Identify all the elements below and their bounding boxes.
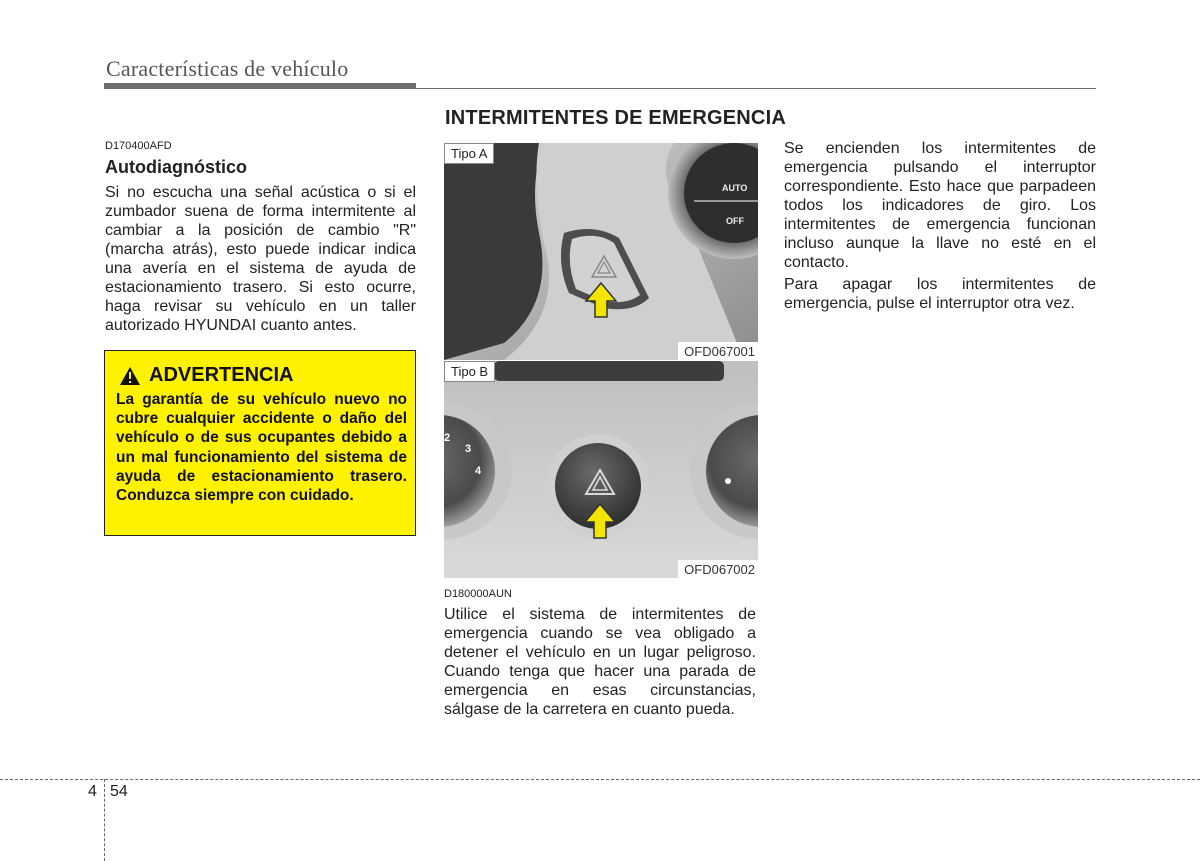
hazard-panel-b-illustration: [444, 361, 758, 578]
figure-tipo-b: [444, 361, 758, 578]
figure-a-reference: OFD067001: [678, 342, 758, 360]
paragraph-intermitentes-uso: Utilice el sistema de intermitentes de emergencia cuando se vea obligado a detener el vehículo en un lugar peligroso. Cuando tenga que hacer una parada de emergencia en esas circunstancias, sálgase de la carretera en cuanto pueda.: [444, 606, 756, 718]
chapter-header-title: Características de vehículo: [106, 56, 349, 81]
warning-text: La garantía de su vehículo nuevo no cubre cualquier accidente o daño del vehículo o de sus ocupantes debido a un mal funcionamiento del sistema de ayuda de estacionamiento trasero. Conduzca siempre con cuidado.: [116, 391, 407, 505]
footer-chapter-number: 4: [88, 783, 97, 800]
dial-number-3: 3: [465, 443, 472, 455]
hazard-panel-a-illustration: [444, 143, 758, 360]
paragraph-autodiagnostico: Si no escucha una señal acústica o si el zumbador suena de forma intermitente al cambiar a la posición de cambio "R" (marcha atrás), esto puede indicar indica una avería en el sistema de ayuda de estacionamiento trasero. Si esto ocurre, haga revisar su vehículo en un taller autorizado HYUNDAI cuanto antes.: [105, 184, 416, 334]
warning-triangle-icon: [119, 366, 141, 386]
figure-tipo-b-label: Tipo B: [444, 361, 495, 382]
footer-page-number: 54: [110, 783, 128, 800]
knob-off-label: OFF: [726, 216, 744, 226]
section-title: INTERMITENTES DE EMERGENCIA: [445, 107, 786, 129]
figure-b-reference: OFD067002: [678, 560, 758, 578]
section-code-middle: D180000AUN: [444, 588, 512, 600]
header-rule-thick: [104, 83, 416, 89]
paragraph-intermitentes-apagado: Para apagar los intermitentes de emergencia, pulse el interruptor otra vez.: [784, 276, 1096, 312]
dial-number-4: 4: [475, 465, 482, 477]
footer-rule: [0, 779, 1200, 780]
figure-tipo-a-label: Tipo A: [444, 143, 494, 164]
paragraph-intermitentes-encendido: Se encienden los intermitentes de emergencia pulsando el interruptor correspondiente. Esto hace que parpadeen todos los indicadores de giro. Los intermitentes de emergencia funcionan incluso aunque la llave no esté en el contacto.: [784, 140, 1096, 271]
footer-divider: [104, 779, 105, 861]
subheading-autodiagnostico: Autodiagnóstico: [105, 157, 247, 177]
dial-number-2: 2: [444, 432, 451, 444]
header-rule-thin: [416, 88, 1096, 89]
knob-auto-label: AUTO: [722, 183, 748, 193]
warning-header: [119, 364, 293, 387]
warning-box: [104, 350, 416, 536]
warning-title: ADVERTENCIA: [149, 364, 294, 386]
section-code-left: D170400AFD: [105, 140, 172, 152]
figure-tipo-a: [444, 143, 758, 360]
